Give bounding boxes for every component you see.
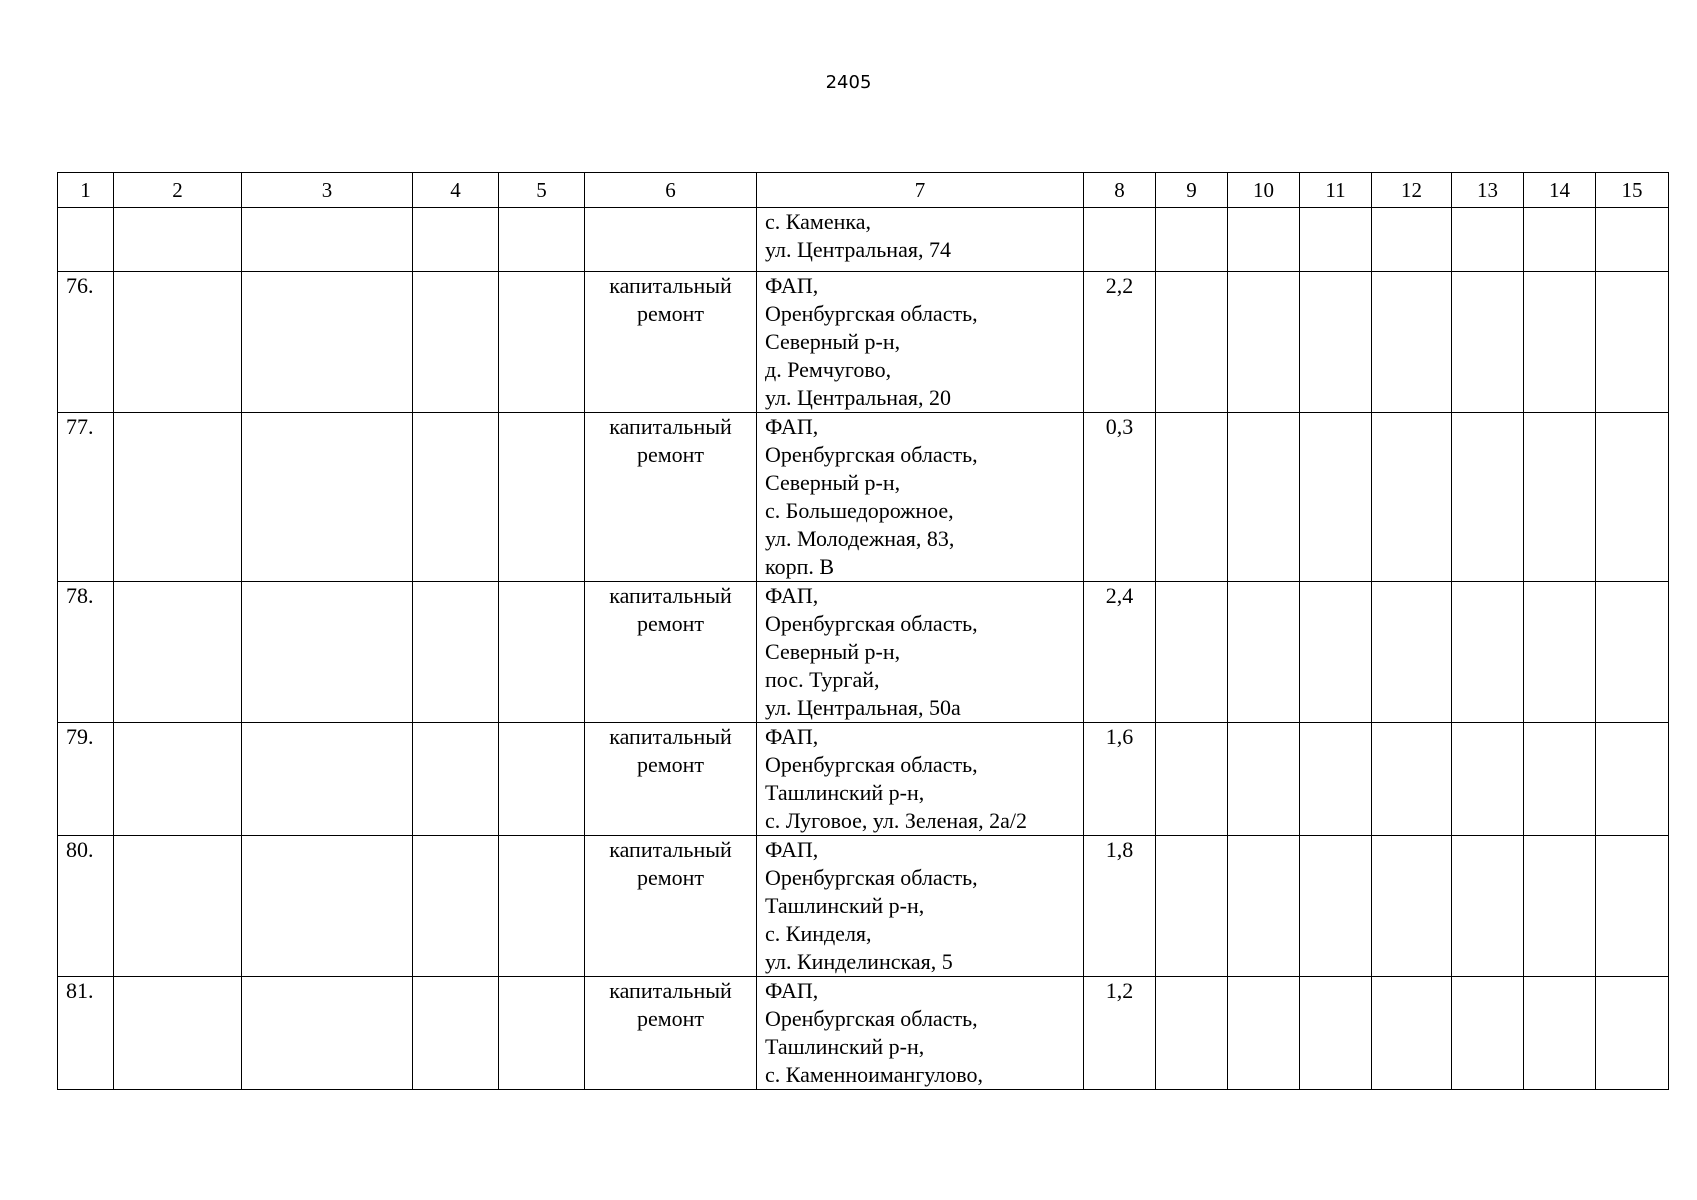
work-type-line: капитальный bbox=[609, 273, 732, 298]
table-row bbox=[58, 582, 1669, 723]
empty-cell bbox=[1524, 582, 1596, 723]
column-header: 6 bbox=[585, 173, 757, 208]
address-line: Оренбургская область, bbox=[765, 442, 978, 467]
empty-cell bbox=[242, 413, 413, 582]
work-type-line: капитальный bbox=[609, 724, 732, 749]
address-line: ул. Центральная, 50а bbox=[765, 695, 961, 720]
address-cell bbox=[757, 208, 1084, 272]
empty-cell bbox=[499, 413, 585, 582]
empty-cell bbox=[242, 208, 413, 272]
empty-cell bbox=[1524, 723, 1596, 836]
value-cell: 2,4 bbox=[1084, 582, 1156, 723]
empty-cell bbox=[1452, 413, 1524, 582]
empty-cell bbox=[1372, 723, 1452, 836]
work-type-cell bbox=[585, 413, 757, 582]
empty-cell bbox=[1524, 413, 1596, 582]
page-number: 2405 bbox=[825, 72, 872, 93]
work-type-line: капитальный bbox=[609, 583, 732, 608]
empty-cell bbox=[1300, 977, 1372, 1090]
address-line: ул. Центральная, 20 bbox=[765, 385, 951, 410]
address-line: с. Каменка, bbox=[765, 209, 871, 234]
work-type-cell bbox=[585, 582, 757, 723]
work-type-cell bbox=[585, 836, 757, 977]
empty-cell bbox=[114, 413, 242, 582]
table-row bbox=[58, 272, 1669, 413]
empty-cell bbox=[1300, 836, 1372, 977]
empty-cell bbox=[242, 836, 413, 977]
address-line: ФАП, bbox=[765, 724, 819, 749]
column-header: 12 bbox=[1372, 173, 1452, 208]
column-header: 10 bbox=[1228, 173, 1300, 208]
work-type-line: ремонт bbox=[636, 301, 705, 326]
empty-cell bbox=[114, 582, 242, 723]
empty-cell bbox=[499, 977, 585, 1090]
address-line: с. Каменноимангулово, bbox=[765, 1062, 984, 1087]
empty-cell bbox=[413, 836, 499, 977]
empty-cell bbox=[1524, 272, 1596, 413]
row-number: 80. bbox=[58, 836, 114, 977]
empty-cell bbox=[413, 272, 499, 413]
column-header: 13 bbox=[1452, 173, 1524, 208]
empty-cell bbox=[114, 208, 242, 272]
empty-cell bbox=[1596, 723, 1669, 836]
empty-cell bbox=[1300, 582, 1372, 723]
address-line: ФАП, bbox=[765, 978, 819, 1003]
empty-cell bbox=[1372, 413, 1452, 582]
address-line: Северный р-н, bbox=[765, 639, 901, 664]
empty-cell bbox=[1372, 836, 1452, 977]
empty-cell bbox=[1228, 413, 1300, 582]
address-cell bbox=[757, 272, 1084, 413]
row-number: 79. bbox=[58, 723, 114, 836]
address-line: ул. Молодежная, 83, bbox=[765, 526, 955, 551]
empty-cell bbox=[114, 977, 242, 1090]
empty-cell bbox=[413, 582, 499, 723]
empty-cell bbox=[1596, 413, 1669, 582]
empty-cell bbox=[1372, 272, 1452, 413]
work-type-line: ремонт bbox=[636, 442, 705, 467]
work-type-cell bbox=[585, 723, 757, 836]
work-type-cell bbox=[585, 272, 757, 413]
address-line: Оренбургская область, bbox=[765, 865, 978, 890]
row-number: 76. bbox=[58, 272, 114, 413]
empty-cell bbox=[114, 836, 242, 977]
empty-cell bbox=[1524, 977, 1596, 1090]
address-line: Оренбургская область, bbox=[765, 752, 978, 777]
address-line: Северный р-н, bbox=[765, 329, 901, 354]
value-cell: 1,8 bbox=[1084, 836, 1156, 977]
address-line: Оренбургская область, bbox=[765, 611, 978, 636]
column-header: 15 bbox=[1596, 173, 1669, 208]
column-header: 8 bbox=[1084, 173, 1156, 208]
table-row bbox=[58, 836, 1669, 977]
empty-cell bbox=[242, 582, 413, 723]
address-cell bbox=[757, 582, 1084, 723]
row-number: 77. bbox=[58, 413, 114, 582]
work-type-line: капитальный bbox=[609, 414, 732, 439]
empty-cell bbox=[1452, 977, 1524, 1090]
empty-cell bbox=[1156, 836, 1228, 977]
address-line: Ташлинский р-н, bbox=[765, 1034, 925, 1059]
address-line: ул. Кинделинская, 5 bbox=[765, 949, 953, 974]
address-line: Ташлинский р-н, bbox=[765, 780, 925, 805]
data-table bbox=[57, 172, 1669, 1090]
empty-cell bbox=[1452, 723, 1524, 836]
empty-cell bbox=[1156, 413, 1228, 582]
address-line: Ташлинский р-н, bbox=[765, 893, 925, 918]
address-line: д. Ремчугово, bbox=[765, 357, 892, 382]
work-type-line: ремонт bbox=[636, 611, 705, 636]
empty-cell bbox=[1596, 208, 1669, 272]
address-cell bbox=[757, 723, 1084, 836]
empty-cell bbox=[1452, 272, 1524, 413]
column-header: 4 bbox=[413, 173, 499, 208]
empty-cell bbox=[1228, 723, 1300, 836]
empty-cell bbox=[114, 723, 242, 836]
empty-cell bbox=[1300, 413, 1372, 582]
table-row bbox=[58, 208, 1669, 272]
empty-cell bbox=[1228, 272, 1300, 413]
empty-cell bbox=[1372, 582, 1452, 723]
column-header: 14 bbox=[1524, 173, 1596, 208]
empty-cell bbox=[1228, 977, 1300, 1090]
empty-cell bbox=[1372, 977, 1452, 1090]
address-line: с. Луговое, ул. Зеленая, 2а/2 bbox=[765, 808, 1027, 833]
empty-cell bbox=[1524, 208, 1596, 272]
address-line: ФАП, bbox=[765, 583, 819, 608]
empty-cell bbox=[1228, 208, 1300, 272]
empty-cell bbox=[1524, 836, 1596, 977]
empty-cell bbox=[1372, 208, 1452, 272]
empty-cell bbox=[1156, 977, 1228, 1090]
work-type-cell bbox=[585, 977, 757, 1090]
empty-cell bbox=[1156, 723, 1228, 836]
address-line: ул. Центральная, 74 bbox=[765, 237, 951, 262]
address-line: Северный р-н, bbox=[765, 470, 901, 495]
address-line: с. Большедорожное, bbox=[765, 498, 954, 523]
column-header: 2 bbox=[114, 173, 242, 208]
address-line: Оренбургская область, bbox=[765, 1006, 978, 1031]
address-line: ФАП, bbox=[765, 837, 819, 862]
empty-cell bbox=[413, 413, 499, 582]
address-cell bbox=[757, 836, 1084, 977]
empty-cell bbox=[242, 977, 413, 1090]
column-header: 1 bbox=[58, 173, 114, 208]
value-cell: 2,2 bbox=[1084, 272, 1156, 413]
value-cell: 1,6 bbox=[1084, 723, 1156, 836]
work-type-line: ремонт bbox=[636, 752, 705, 777]
table-row bbox=[58, 723, 1669, 836]
empty-cell bbox=[413, 977, 499, 1090]
empty-cell bbox=[413, 723, 499, 836]
work-type-line: ремонт bbox=[636, 1006, 705, 1031]
empty-cell bbox=[1452, 208, 1524, 272]
column-header: 9 bbox=[1156, 173, 1228, 208]
value-cell: 0,3 bbox=[1084, 413, 1156, 582]
row-number: 78. bbox=[58, 582, 114, 723]
empty-cell bbox=[1596, 836, 1669, 977]
work-type-cell bbox=[585, 208, 757, 272]
address-line: корп. В bbox=[765, 554, 835, 579]
work-type-line: ремонт bbox=[636, 865, 705, 890]
empty-cell bbox=[1300, 723, 1372, 836]
value-cell bbox=[1084, 208, 1156, 272]
address-line: ФАП, bbox=[765, 273, 819, 298]
table-row bbox=[58, 977, 1669, 1090]
column-header: 7 bbox=[757, 173, 1084, 208]
address-cell bbox=[757, 413, 1084, 582]
address-line: пос. Тургай, bbox=[765, 667, 880, 692]
empty-cell bbox=[1452, 836, 1524, 977]
table-body bbox=[58, 208, 1669, 1090]
empty-cell bbox=[242, 723, 413, 836]
empty-cell bbox=[1156, 208, 1228, 272]
address-line: ФАП, bbox=[765, 414, 819, 439]
empty-cell bbox=[413, 208, 499, 272]
value-cell: 1,2 bbox=[1084, 977, 1156, 1090]
empty-cell bbox=[499, 836, 585, 977]
empty-cell bbox=[499, 723, 585, 836]
empty-cell bbox=[114, 272, 242, 413]
row-number bbox=[58, 208, 114, 272]
empty-cell bbox=[1228, 836, 1300, 977]
empty-cell bbox=[1596, 272, 1669, 413]
work-type-line: капитальный bbox=[609, 978, 732, 1003]
empty-cell bbox=[1596, 582, 1669, 723]
empty-cell bbox=[1596, 977, 1669, 1090]
empty-cell bbox=[1156, 582, 1228, 723]
table-row bbox=[58, 413, 1669, 582]
empty-cell bbox=[1228, 582, 1300, 723]
row-number: 81. bbox=[58, 977, 114, 1090]
empty-cell bbox=[499, 582, 585, 723]
address-line: с. Кинделя, bbox=[765, 921, 872, 946]
address-cell bbox=[757, 977, 1084, 1090]
column-header: 11 bbox=[1300, 173, 1372, 208]
empty-cell bbox=[242, 272, 413, 413]
work-type-line: капитальный bbox=[609, 837, 732, 862]
empty-cell bbox=[1300, 208, 1372, 272]
empty-cell bbox=[1452, 582, 1524, 723]
column-header: 5 bbox=[499, 173, 585, 208]
empty-cell bbox=[499, 208, 585, 272]
header-row bbox=[58, 173, 1669, 208]
empty-cell bbox=[499, 272, 585, 413]
address-line: Оренбургская область, bbox=[765, 301, 978, 326]
empty-cell bbox=[1156, 272, 1228, 413]
empty-cell bbox=[1300, 272, 1372, 413]
column-header: 3 bbox=[242, 173, 413, 208]
